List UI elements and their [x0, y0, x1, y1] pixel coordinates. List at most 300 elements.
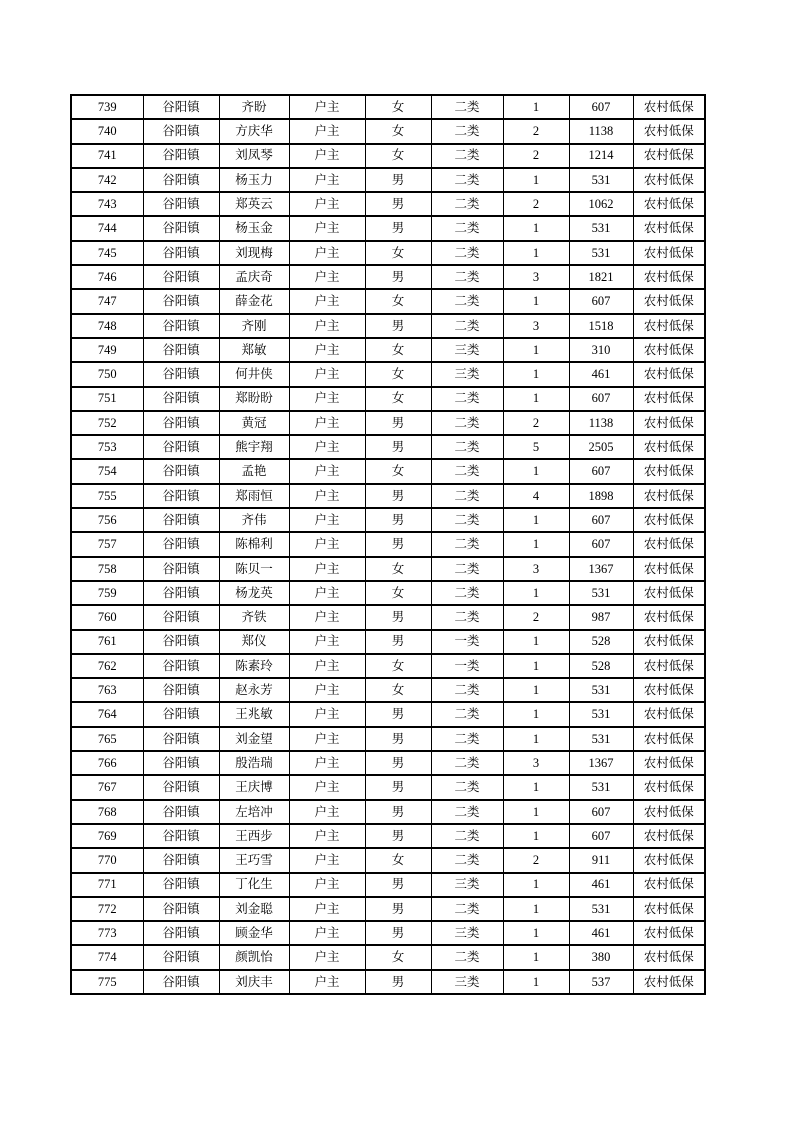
- cell-person-count: 1: [503, 824, 569, 848]
- cell-welfare-type: 农村低保: [633, 435, 705, 459]
- cell-amount: 531: [569, 216, 633, 240]
- cell-relation: 户主: [289, 945, 365, 969]
- cell-gender: 女: [365, 362, 431, 386]
- cell-name: 孟艳: [219, 459, 289, 483]
- cell-welfare-type: 农村低保: [633, 362, 705, 386]
- cell-name: 刘凤琴: [219, 144, 289, 168]
- cell-amount: 531: [569, 581, 633, 605]
- cell-person-count: 2: [503, 119, 569, 143]
- cell-name: 丁化生: [219, 873, 289, 897]
- cell-name: 熊宇翔: [219, 435, 289, 459]
- cell-relation: 户主: [289, 289, 365, 313]
- table-row: [71, 678, 705, 702]
- cell-town: 谷阳镇: [143, 824, 219, 848]
- cell-welfare-type: 农村低保: [633, 970, 705, 994]
- cell-town: 谷阳镇: [143, 411, 219, 435]
- cell-relation: 户主: [289, 848, 365, 872]
- cell-amount: 1062: [569, 192, 633, 216]
- table-row: [71, 314, 705, 338]
- cell-welfare-type: 农村低保: [633, 241, 705, 265]
- cell-serial-number: 771: [71, 873, 143, 897]
- cell-gender: 女: [365, 289, 431, 313]
- cell-name: 王巧雪: [219, 848, 289, 872]
- cell-gender: 女: [365, 678, 431, 702]
- cell-name: 杨玉力: [219, 168, 289, 192]
- cell-amount: 607: [569, 508, 633, 532]
- cell-person-count: 1: [503, 289, 569, 313]
- cell-town: 谷阳镇: [143, 459, 219, 483]
- cell-gender: 女: [365, 95, 431, 119]
- cell-amount: 1898: [569, 484, 633, 508]
- cell-gender: 男: [365, 751, 431, 775]
- cell-welfare-type: 农村低保: [633, 265, 705, 289]
- cell-town: 谷阳镇: [143, 168, 219, 192]
- cell-serial-number: 743: [71, 192, 143, 216]
- cell-welfare-type: 农村低保: [633, 945, 705, 969]
- cell-gender: 男: [365, 775, 431, 799]
- table-row: [71, 241, 705, 265]
- cell-gender: 男: [365, 921, 431, 945]
- cell-relation: 户主: [289, 727, 365, 751]
- cell-name: 刘现梅: [219, 241, 289, 265]
- cell-serial-number: 760: [71, 605, 143, 629]
- cell-town: 谷阳镇: [143, 630, 219, 654]
- cell-relation: 户主: [289, 435, 365, 459]
- cell-name: 郑敏: [219, 338, 289, 362]
- cell-category: 二类: [431, 508, 503, 532]
- cell-amount: 461: [569, 873, 633, 897]
- cell-gender: 男: [365, 727, 431, 751]
- cell-amount: 911: [569, 848, 633, 872]
- cell-serial-number: 756: [71, 508, 143, 532]
- cell-serial-number: 748: [71, 314, 143, 338]
- cell-relation: 户主: [289, 678, 365, 702]
- cell-person-count: 2: [503, 411, 569, 435]
- table-row: [71, 921, 705, 945]
- table-row: [71, 387, 705, 411]
- cell-town: 谷阳镇: [143, 945, 219, 969]
- cell-gender: 男: [365, 168, 431, 192]
- cell-name: 齐盼: [219, 95, 289, 119]
- cell-amount: 1821: [569, 265, 633, 289]
- table-row: [71, 824, 705, 848]
- cell-gender: 男: [365, 411, 431, 435]
- cell-welfare-type: 农村低保: [633, 314, 705, 338]
- cell-serial-number: 745: [71, 241, 143, 265]
- cell-town: 谷阳镇: [143, 678, 219, 702]
- cell-person-count: 4: [503, 484, 569, 508]
- cell-gender: 男: [365, 532, 431, 556]
- cell-category: 二类: [431, 265, 503, 289]
- cell-name: 陈素玲: [219, 654, 289, 678]
- cell-serial-number: 741: [71, 144, 143, 168]
- cell-category: 二类: [431, 192, 503, 216]
- table-row: [71, 970, 705, 994]
- cell-serial-number: 749: [71, 338, 143, 362]
- cell-person-count: 1: [503, 168, 569, 192]
- cell-welfare-type: 农村低保: [633, 824, 705, 848]
- cell-town: 谷阳镇: [143, 144, 219, 168]
- cell-amount: 380: [569, 945, 633, 969]
- cell-relation: 户主: [289, 702, 365, 726]
- cell-serial-number: 764: [71, 702, 143, 726]
- cell-relation: 户主: [289, 459, 365, 483]
- cell-name: 刘金望: [219, 727, 289, 751]
- cell-gender: 男: [365, 216, 431, 240]
- cell-category: 二类: [431, 484, 503, 508]
- cell-category: 一类: [431, 654, 503, 678]
- cell-category: 二类: [431, 897, 503, 921]
- cell-serial-number: 769: [71, 824, 143, 848]
- cell-serial-number: 747: [71, 289, 143, 313]
- cell-gender: 男: [365, 508, 431, 532]
- cell-category: 二类: [431, 168, 503, 192]
- cell-welfare-type: 农村低保: [633, 387, 705, 411]
- cell-town: 谷阳镇: [143, 95, 219, 119]
- cell-serial-number: 744: [71, 216, 143, 240]
- cell-gender: 男: [365, 873, 431, 897]
- table-row: [71, 362, 705, 386]
- cell-person-count: 1: [503, 727, 569, 751]
- cell-town: 谷阳镇: [143, 921, 219, 945]
- cell-category: 三类: [431, 970, 503, 994]
- table-row: [71, 435, 705, 459]
- cell-welfare-type: 农村低保: [633, 581, 705, 605]
- cell-gender: 男: [365, 897, 431, 921]
- cell-welfare-type: 农村低保: [633, 484, 705, 508]
- cell-name: 何井侠: [219, 362, 289, 386]
- cell-amount: 531: [569, 727, 633, 751]
- cell-relation: 户主: [289, 314, 365, 338]
- cell-amount: 607: [569, 532, 633, 556]
- cell-amount: 607: [569, 289, 633, 313]
- cell-category: 三类: [431, 873, 503, 897]
- cell-town: 谷阳镇: [143, 435, 219, 459]
- cell-name: 杨玉金: [219, 216, 289, 240]
- cell-person-count: 2: [503, 144, 569, 168]
- cell-town: 谷阳镇: [143, 873, 219, 897]
- cell-town: 谷阳镇: [143, 119, 219, 143]
- table-row: [71, 508, 705, 532]
- cell-person-count: 1: [503, 95, 569, 119]
- cell-gender: 男: [365, 265, 431, 289]
- table-row: [71, 702, 705, 726]
- table-row: [71, 168, 705, 192]
- cell-town: 谷阳镇: [143, 727, 219, 751]
- cell-gender: 男: [365, 970, 431, 994]
- cell-category: 二类: [431, 824, 503, 848]
- table-row: [71, 484, 705, 508]
- cell-category: 二类: [431, 800, 503, 824]
- cell-town: 谷阳镇: [143, 508, 219, 532]
- cell-relation: 户主: [289, 630, 365, 654]
- cell-relation: 户主: [289, 581, 365, 605]
- cell-name: 郑盼盼: [219, 387, 289, 411]
- cell-relation: 户主: [289, 119, 365, 143]
- cell-amount: 607: [569, 95, 633, 119]
- cell-relation: 户主: [289, 654, 365, 678]
- cell-town: 谷阳镇: [143, 800, 219, 824]
- cell-serial-number: 774: [71, 945, 143, 969]
- cell-gender: 女: [365, 387, 431, 411]
- table-row: [71, 192, 705, 216]
- cell-welfare-type: 农村低保: [633, 848, 705, 872]
- cell-welfare-type: 农村低保: [633, 459, 705, 483]
- cell-amount: 531: [569, 678, 633, 702]
- cell-name: 齐伟: [219, 508, 289, 532]
- table-row: [71, 289, 705, 313]
- cell-name: 左培冲: [219, 800, 289, 824]
- cell-category: 二类: [431, 435, 503, 459]
- cell-town: 谷阳镇: [143, 605, 219, 629]
- cell-amount: 528: [569, 654, 633, 678]
- cell-person-count: 1: [503, 581, 569, 605]
- cell-welfare-type: 农村低保: [633, 605, 705, 629]
- cell-serial-number: 770: [71, 848, 143, 872]
- cell-name: 殷浩瑞: [219, 751, 289, 775]
- cell-gender: 女: [365, 459, 431, 483]
- cell-person-count: 1: [503, 702, 569, 726]
- cell-welfare-type: 农村低保: [633, 897, 705, 921]
- cell-town: 谷阳镇: [143, 970, 219, 994]
- cell-amount: 1138: [569, 411, 633, 435]
- cell-welfare-type: 农村低保: [633, 630, 705, 654]
- table-row: [71, 411, 705, 435]
- cell-town: 谷阳镇: [143, 338, 219, 362]
- cell-name: 齐铁: [219, 605, 289, 629]
- cell-gender: 男: [365, 435, 431, 459]
- cell-name: 薛金花: [219, 289, 289, 313]
- cell-amount: 461: [569, 921, 633, 945]
- cell-person-count: 1: [503, 362, 569, 386]
- table-row: [71, 751, 705, 775]
- cell-category: 二类: [431, 945, 503, 969]
- cell-relation: 户主: [289, 168, 365, 192]
- cell-amount: 528: [569, 630, 633, 654]
- cell-person-count: 1: [503, 800, 569, 824]
- cell-name: 郑英云: [219, 192, 289, 216]
- cell-serial-number: 750: [71, 362, 143, 386]
- cell-person-count: 1: [503, 775, 569, 799]
- table-row: [71, 727, 705, 751]
- cell-person-count: 1: [503, 216, 569, 240]
- cell-welfare-type: 农村低保: [633, 702, 705, 726]
- cell-serial-number: 759: [71, 581, 143, 605]
- cell-welfare-type: 农村低保: [633, 289, 705, 313]
- cell-person-count: 1: [503, 532, 569, 556]
- cell-category: 二类: [431, 848, 503, 872]
- table-row: [71, 654, 705, 678]
- cell-gender: 女: [365, 119, 431, 143]
- cell-name: 王兆敏: [219, 702, 289, 726]
- cell-relation: 户主: [289, 362, 365, 386]
- cell-welfare-type: 农村低保: [633, 921, 705, 945]
- cell-name: 陈贝一: [219, 557, 289, 581]
- cell-town: 谷阳镇: [143, 265, 219, 289]
- cell-gender: 女: [365, 581, 431, 605]
- cell-name: 王西步: [219, 824, 289, 848]
- cell-name: 郑仪: [219, 630, 289, 654]
- cell-person-count: 3: [503, 751, 569, 775]
- cell-relation: 户主: [289, 751, 365, 775]
- cell-welfare-type: 农村低保: [633, 508, 705, 532]
- cell-relation: 户主: [289, 824, 365, 848]
- cell-welfare-type: 农村低保: [633, 654, 705, 678]
- cell-town: 谷阳镇: [143, 241, 219, 265]
- cell-welfare-type: 农村低保: [633, 95, 705, 119]
- cell-amount: 310: [569, 338, 633, 362]
- cell-person-count: 1: [503, 678, 569, 702]
- cell-category: 二类: [431, 581, 503, 605]
- cell-person-count: 1: [503, 459, 569, 483]
- cell-category: 二类: [431, 387, 503, 411]
- cell-person-count: 1: [503, 897, 569, 921]
- cell-amount: 1138: [569, 119, 633, 143]
- cell-amount: 531: [569, 702, 633, 726]
- welfare-table: [70, 94, 706, 995]
- cell-town: 谷阳镇: [143, 532, 219, 556]
- table-row: [71, 144, 705, 168]
- cell-serial-number: 742: [71, 168, 143, 192]
- table-row: [71, 897, 705, 921]
- cell-serial-number: 755: [71, 484, 143, 508]
- table-row: [71, 338, 705, 362]
- cell-person-count: 1: [503, 508, 569, 532]
- cell-welfare-type: 农村低保: [633, 751, 705, 775]
- cell-town: 谷阳镇: [143, 775, 219, 799]
- cell-relation: 户主: [289, 897, 365, 921]
- cell-serial-number: 739: [71, 95, 143, 119]
- cell-amount: 1518: [569, 314, 633, 338]
- cell-gender: 女: [365, 241, 431, 265]
- cell-town: 谷阳镇: [143, 581, 219, 605]
- cell-town: 谷阳镇: [143, 314, 219, 338]
- cell-relation: 户主: [289, 508, 365, 532]
- cell-welfare-type: 农村低保: [633, 800, 705, 824]
- cell-town: 谷阳镇: [143, 897, 219, 921]
- cell-name: 赵永芳: [219, 678, 289, 702]
- table-row: [71, 800, 705, 824]
- table-row: [71, 532, 705, 556]
- cell-gender: 女: [365, 557, 431, 581]
- cell-serial-number: 754: [71, 459, 143, 483]
- cell-amount: 537: [569, 970, 633, 994]
- cell-category: 二类: [431, 751, 503, 775]
- cell-name: 顾金华: [219, 921, 289, 945]
- cell-serial-number: 763: [71, 678, 143, 702]
- cell-welfare-type: 农村低保: [633, 557, 705, 581]
- cell-serial-number: 772: [71, 897, 143, 921]
- cell-gender: 女: [365, 945, 431, 969]
- table-row: [71, 581, 705, 605]
- table-row: [71, 95, 705, 119]
- cell-amount: 607: [569, 824, 633, 848]
- cell-welfare-type: 农村低保: [633, 532, 705, 556]
- cell-amount: 607: [569, 800, 633, 824]
- cell-town: 谷阳镇: [143, 387, 219, 411]
- cell-relation: 户主: [289, 387, 365, 411]
- cell-person-count: 3: [503, 314, 569, 338]
- cell-person-count: 2: [503, 848, 569, 872]
- cell-gender: 男: [365, 605, 431, 629]
- cell-serial-number: 762: [71, 654, 143, 678]
- table-row: [71, 848, 705, 872]
- cell-person-count: 1: [503, 970, 569, 994]
- cell-welfare-type: 农村低保: [633, 873, 705, 897]
- cell-category: 二类: [431, 289, 503, 313]
- cell-gender: 男: [365, 702, 431, 726]
- cell-gender: 男: [365, 484, 431, 508]
- cell-serial-number: 775: [71, 970, 143, 994]
- cell-gender: 男: [365, 800, 431, 824]
- cell-welfare-type: 农村低保: [633, 775, 705, 799]
- cell-welfare-type: 农村低保: [633, 338, 705, 362]
- cell-category: 二类: [431, 119, 503, 143]
- cell-relation: 户主: [289, 484, 365, 508]
- cell-name: 齐刚: [219, 314, 289, 338]
- cell-person-count: 1: [503, 873, 569, 897]
- cell-amount: 1367: [569, 557, 633, 581]
- cell-relation: 户主: [289, 192, 365, 216]
- cell-serial-number: 751: [71, 387, 143, 411]
- cell-relation: 户主: [289, 800, 365, 824]
- cell-serial-number: 753: [71, 435, 143, 459]
- cell-person-count: 1: [503, 338, 569, 362]
- cell-name: 刘庆丰: [219, 970, 289, 994]
- table-row: [71, 873, 705, 897]
- cell-person-count: 1: [503, 241, 569, 265]
- table-row: [71, 119, 705, 143]
- cell-relation: 户主: [289, 873, 365, 897]
- cell-person-count: 1: [503, 945, 569, 969]
- cell-amount: 607: [569, 387, 633, 411]
- table-row: [71, 605, 705, 629]
- cell-town: 谷阳镇: [143, 216, 219, 240]
- cell-relation: 户主: [289, 532, 365, 556]
- table-row: [71, 945, 705, 969]
- cell-category: 二类: [431, 459, 503, 483]
- cell-name: 方庆华: [219, 119, 289, 143]
- cell-name: 颜凯怡: [219, 945, 289, 969]
- cell-gender: 女: [365, 144, 431, 168]
- table-row: [71, 216, 705, 240]
- table-row: [71, 459, 705, 483]
- cell-category: 二类: [431, 411, 503, 435]
- cell-gender: 女: [365, 848, 431, 872]
- cell-category: 二类: [431, 241, 503, 265]
- cell-relation: 户主: [289, 775, 365, 799]
- cell-category: 三类: [431, 362, 503, 386]
- cell-category: 三类: [431, 921, 503, 945]
- cell-amount: 531: [569, 897, 633, 921]
- cell-category: 二类: [431, 775, 503, 799]
- cell-category: 二类: [431, 144, 503, 168]
- cell-name: 杨龙英: [219, 581, 289, 605]
- cell-amount: 531: [569, 241, 633, 265]
- cell-gender: 男: [365, 630, 431, 654]
- cell-gender: 男: [365, 192, 431, 216]
- cell-serial-number: 761: [71, 630, 143, 654]
- cell-amount: 1367: [569, 751, 633, 775]
- table-row: [71, 265, 705, 289]
- cell-category: 二类: [431, 727, 503, 751]
- cell-category: 二类: [431, 557, 503, 581]
- cell-gender: 女: [365, 654, 431, 678]
- cell-person-count: 2: [503, 192, 569, 216]
- cell-person-count: 1: [503, 630, 569, 654]
- cell-category: 二类: [431, 678, 503, 702]
- cell-relation: 户主: [289, 605, 365, 629]
